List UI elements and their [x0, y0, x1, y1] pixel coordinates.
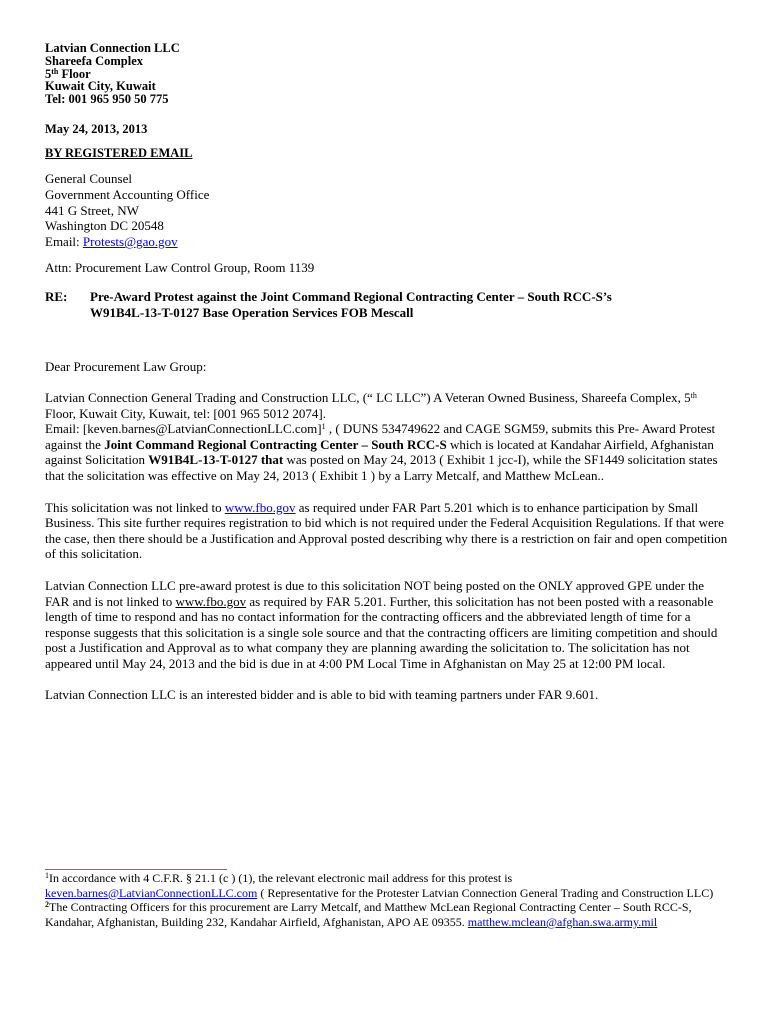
footnote-1-text: In accordance with 4 C.F.R. § 21.1 (c ) (1), the relevant electronic mail address for this protest is	[49, 871, 513, 885]
footnote-1	[45, 871, 730, 900]
subject-text	[90, 289, 612, 321]
subject-label: RE:	[45, 288, 68, 304]
sender-name: Latvian Connection LLC	[45, 41, 180, 55]
p3-text-a: Latvian Connection LLC pre-award protest is due to this solicitation NOT being posted on the ONLY approved GPE under the FAR and is not linked to	[45, 577, 705, 609]
fbo-link-2[interactable]: www.fbo.gov	[175, 593, 247, 609]
sender-floor-rest: Floor	[58, 66, 91, 81]
recipient-email-label: Email:	[45, 234, 83, 250]
paragraph-4: Latvian Connection LLC is an interested bidder and is able to bid with teaming partners under FAR 9.601.	[45, 687, 599, 703]
sender-city: Kuwait City, Kuwait	[45, 79, 156, 94]
p1-text-f: was posted on May 24, 2013 ( Exhibit 1 jcc-I), while the SF1449 solicitation states that the solicitation was effective on May 24, 2013 ( Exhibit 1 ) by a Larry Metcalf, and Matthew McLean..	[45, 452, 718, 483]
recipient-title: General Counsel	[45, 170, 133, 186]
p1-solicitation: W91B4L-13-T-0127 that	[148, 452, 284, 468]
paragraph-3	[45, 578, 730, 672]
footnote-2-email-link[interactable]: matthew.mclean@afghan.swa.army.mil	[467, 914, 658, 929]
p1-text-d: , ( DUNS 534749622 and CAGE SGM59, submits this Pre- Award Protest against the	[45, 421, 716, 452]
fbo-link[interactable]: www.fbo.gov	[224, 499, 296, 515]
paragraph-2	[45, 500, 730, 562]
p2-text-b: as required under FAR Part 5.201 which is to enhance participation by Small Business. This site further requires registration to bid which is not required under the Federal Acquisition Regulations. If that were the case, then there should be a Justification and Approval posted describing why there is a restriction on fair and open competition of this solicitation.	[45, 499, 728, 562]
footnote-1-text-b: ( Representative for the Protester Latvian Connection General Trading and Construction LLC)	[257, 885, 714, 900]
subject-block	[45, 289, 730, 321]
recipient-email-line	[45, 234, 730, 250]
subject-line-2: W91B4L-13-T-0127 Base Operation Services FOB Mescall	[90, 304, 414, 320]
recipient-org: Government Accounting Office	[45, 186, 210, 202]
salutation: Dear Procurement Law Group:	[45, 358, 207, 374]
p1-text-e: which is located at Kandahar Airfield, Afghanistan against Solicitation	[45, 436, 714, 468]
footnote-separator	[45, 869, 227, 870]
footnote-2-text: The Contracting Officers for this procurement are Larry Metcalf, and Matthew McLean Regional Contracting Center – South RCC-S, Kandahar, Afghanistan, Building 232, Kandahar Airfield, Afghanistan, APO AE 09355.	[45, 900, 692, 929]
sender-tel: Tel: 001 965 950 50 775	[45, 92, 169, 107]
p1-email: Email: [keven.barnes@LatvianConnectionLLC.com]	[45, 421, 322, 437]
sender-floor-sup: th	[51, 66, 59, 76]
sender-block	[45, 42, 730, 106]
p1-sup-a: th	[690, 390, 697, 400]
footnote-1-number: 1	[45, 871, 49, 880]
recipient-block	[45, 171, 730, 250]
footnote-1-email-link[interactable]: keven.barnes@LatvianConnectionLLC.com	[45, 885, 258, 900]
recipient-street: 441 G Street, NW	[45, 202, 139, 218]
footnote-ref-1[interactable]: 1	[321, 422, 326, 432]
paragraph-1	[45, 390, 730, 484]
delivery-method: BY REGISTERED EMAIL	[45, 145, 193, 160]
recipient-email-link[interactable]: Protests@gao.gov	[82, 234, 178, 250]
p1-text-b: Floor, Kuwait City, Kuwait, tel: [001 965 5012 2074].	[45, 405, 327, 421]
footnotes	[45, 871, 730, 929]
footnote-2	[45, 900, 730, 929]
p1-text-a: Latvian Connection General Trading and Construction LLC, (“ LC LLC”) A Veteran Owned Business, Shareefa Complex, 5	[45, 389, 691, 405]
attention-line: Attn: Procurement Law Control Group, Room 1139	[45, 259, 315, 275]
footnote-2-number: 2	[45, 900, 49, 910]
letter-body	[45, 42, 730, 703]
recipient-city: Washington DC 20548	[45, 218, 164, 234]
subject-line-1: Pre-Award Protest against the Joint Command Regional Contracting Center – South RCC-S’s	[90, 288, 612, 304]
sender-floor-number: 5	[45, 66, 52, 81]
p3-text-b: as required by FAR 5.201. Further, this solicitation has not been posted with a reasonable length of time to respond and has no contact information for the contracting officers and the abbreviated length of time for a response suggests that this solicitation is a single sole source and that the contracting officers are limiting competition and should post a Justification and Approval as to what company they are planning awarding the solicitation to. The solicitation has not appeared until May 24, 2013 and the bid is due in at 4:00 PM Local Time in Afghanistan on May 25 at 12:00 PM local.	[45, 593, 718, 671]
p1-agency: Joint Command Regional Contracting Center – South RCC-S	[104, 436, 447, 452]
p2-text-a: This solicitation was not linked to	[45, 499, 225, 515]
letter-date: May 24, 2013, 2013	[45, 121, 148, 136]
sender-building: Shareefa Complex	[45, 53, 144, 68]
